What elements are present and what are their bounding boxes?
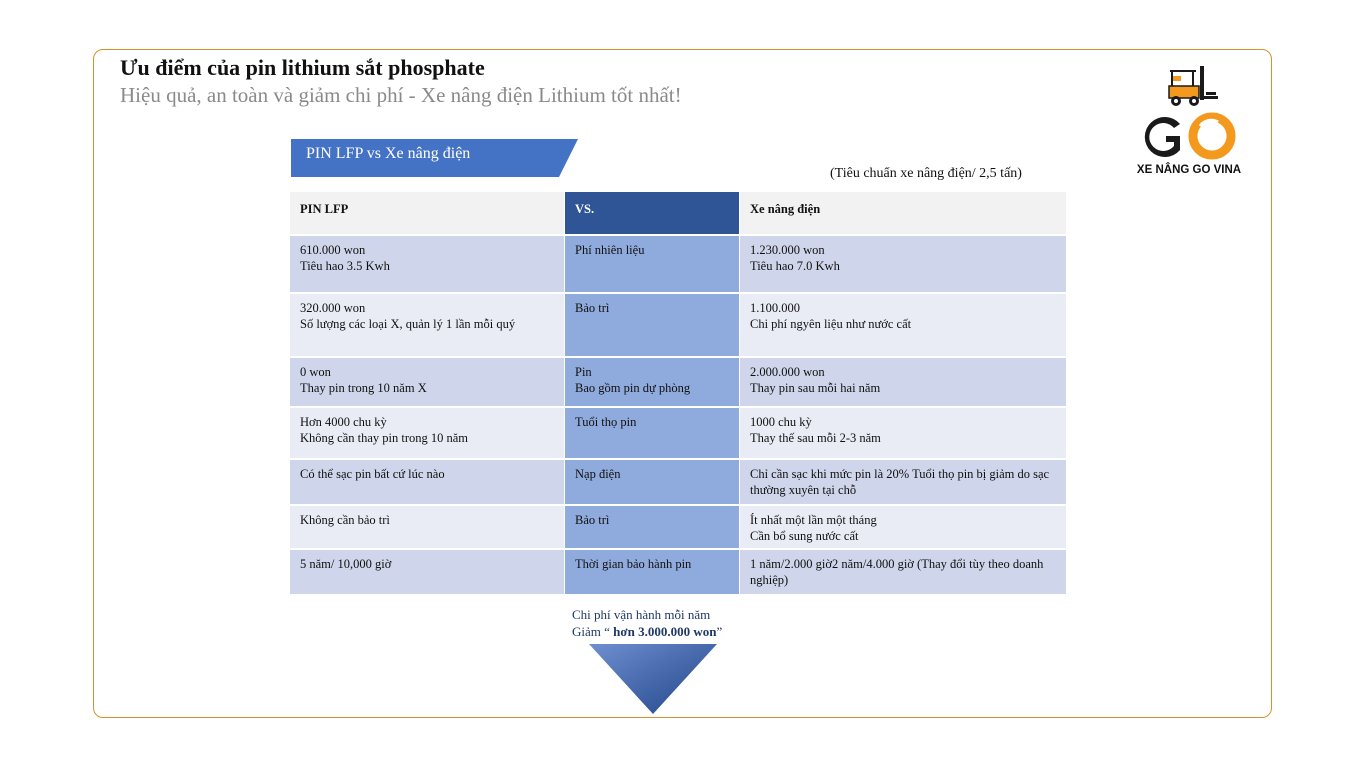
cell-text-line: Thay thế sau mỗi 2-3 năm bbox=[750, 431, 881, 445]
cell-text-line: Hơn 4000 chu kỳ bbox=[300, 415, 387, 429]
cell-text-line: Nạp điện bbox=[575, 467, 621, 481]
summary-suffix: ” bbox=[716, 624, 723, 639]
category-cell bbox=[565, 294, 740, 358]
cell-text-line: Tiêu hao 7.0 Kwh bbox=[750, 259, 840, 273]
category-cell bbox=[565, 550, 740, 596]
electric-forklift-cell bbox=[740, 358, 1067, 408]
cell-text-line: Bảo trì bbox=[575, 513, 610, 527]
banner-label: PIN LFP vs Xe nâng điện bbox=[306, 145, 471, 162]
pin-lfp-cell bbox=[290, 550, 565, 596]
cell-text-line: Chi phí ngyên liệu như nước cất bbox=[750, 317, 912, 331]
electric-forklift-cell bbox=[740, 408, 1067, 460]
pin-lfp-cell bbox=[290, 506, 565, 550]
summary-amount: hơn 3.000.000 won bbox=[613, 624, 717, 639]
cell-text-line: Thời gian bảo hành pin bbox=[575, 557, 692, 571]
table-row bbox=[290, 236, 1067, 294]
cell-text-line: Phí nhiên liệu bbox=[575, 243, 645, 257]
table-row bbox=[290, 506, 1067, 550]
header-electric-forklift: Xe nâng điện bbox=[740, 192, 1067, 236]
cell-text-line: Cần bổ sung nước cất bbox=[750, 529, 859, 543]
cell-text-line: Số lượng các loại X, quản lý 1 lần mỗi quý bbox=[300, 317, 516, 331]
electric-forklift-cell bbox=[740, 460, 1067, 506]
cell-text-line: 320.000 won bbox=[300, 301, 366, 315]
header-pin-lfp: PIN LFP bbox=[290, 192, 565, 236]
cell-text-line: 1000 chu kỳ bbox=[750, 415, 812, 429]
page-title: Ưu điểm của pin lithium sắt phosphate bbox=[120, 55, 485, 80]
cell-text-line: 0 won bbox=[300, 365, 331, 379]
cell-text-line: Tuổi thọ pin bbox=[575, 415, 637, 429]
down-arrow-icon bbox=[589, 644, 717, 714]
cell-text-line: Bảo trì bbox=[575, 301, 610, 315]
table-row bbox=[290, 294, 1067, 358]
category-cell bbox=[565, 358, 740, 408]
table-row bbox=[290, 408, 1067, 460]
cell-text-line: 610.000 won bbox=[300, 243, 366, 257]
table-row bbox=[290, 460, 1067, 506]
electric-forklift-cell bbox=[740, 550, 1067, 596]
summary-line-1: Chi phí vận hành mỗi năm bbox=[572, 607, 711, 622]
logo-brand-name: XE NÂNG GO VINA bbox=[1136, 164, 1242, 176]
cell-text-line: Bao gồm pin dự phòng bbox=[575, 381, 691, 395]
cell-text-line: Ít nhất một lần một tháng bbox=[750, 513, 877, 527]
cell-text-line: Thay pin trong 10 năm X bbox=[300, 381, 427, 395]
category-cell bbox=[565, 408, 740, 460]
cell-text-line: 1.100.000 bbox=[750, 301, 800, 315]
header-vs: VS. bbox=[565, 192, 740, 236]
pin-lfp-cell bbox=[290, 358, 565, 408]
electric-forklift-cell bbox=[740, 506, 1067, 550]
summary-prefix: Giảm “ bbox=[572, 624, 614, 639]
cell-text-line: Pin bbox=[575, 365, 592, 379]
logo-g-letter bbox=[1145, 117, 1180, 157]
comparison-table bbox=[290, 192, 1067, 596]
electric-forklift-cell bbox=[740, 236, 1067, 294]
cell-text-line: Không cần thay pin trong 10 năm bbox=[300, 431, 469, 445]
cell-text-line: Thay pin sau mỗi hai năm bbox=[750, 381, 881, 395]
forklift-icon bbox=[1128, 64, 1250, 164]
table-row bbox=[290, 358, 1067, 408]
pin-lfp-cell bbox=[290, 408, 565, 460]
pin-lfp-cell bbox=[290, 294, 565, 358]
company-logo bbox=[1128, 64, 1250, 180]
savings-summary bbox=[572, 606, 722, 640]
cell-text-line: Có thể sạc pin bất cứ lúc nào bbox=[300, 467, 445, 481]
standard-note: (Tiêu chuẩn xe nâng điện/ 2,5 tấn) bbox=[830, 166, 1022, 181]
cell-text-line: 2.000.000 won bbox=[750, 365, 825, 379]
cell-text-line: Tiêu hao 3.5 Kwh bbox=[300, 259, 390, 273]
cell-text-line: Không cần bảo trì bbox=[300, 513, 390, 527]
pin-lfp-cell bbox=[290, 236, 565, 294]
table-header-row bbox=[290, 192, 1067, 236]
electric-forklift-cell bbox=[740, 294, 1067, 358]
category-cell bbox=[565, 236, 740, 294]
category-cell bbox=[565, 506, 740, 550]
pin-lfp-cell bbox=[290, 460, 565, 506]
category-cell bbox=[565, 460, 740, 506]
page-subtitle: Hiệu quả, an toàn và giảm chi phí - Xe nâng điện Lithium tốt nhất! bbox=[120, 83, 682, 107]
cell-text-line: Chỉ cần sạc khi mức pin là 20% Tuổi thọ pin bị giảm do sạc thường xuyên tại chỗ bbox=[750, 467, 1050, 497]
table-row bbox=[290, 550, 1067, 596]
cell-text-line: 1.230.000 won bbox=[750, 243, 825, 257]
cell-text-line: 5 năm/ 10,000 giờ bbox=[300, 557, 392, 571]
cell-text-line: 1 năm/2.000 giờ2 năm/4.000 giờ (Thay đổi tùy theo doanh nghiệp) bbox=[750, 557, 1044, 587]
